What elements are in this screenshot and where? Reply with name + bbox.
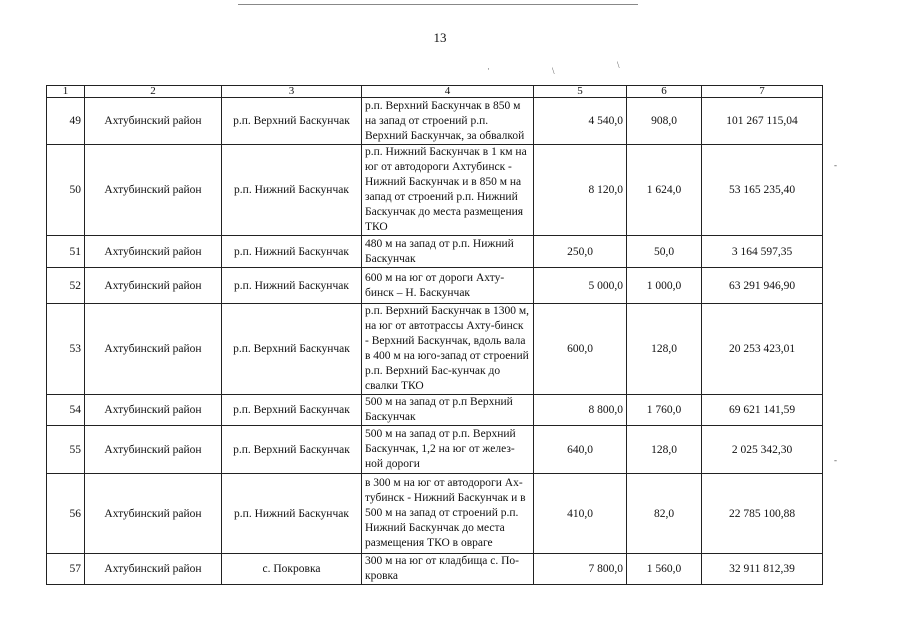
value-col5: 600,0 (534, 304, 627, 395)
value-col7: 69 621 141,59 (702, 395, 823, 426)
location-cell: 480 м на запад от р.п. Нижний Баскунчак (362, 236, 534, 268)
district-cell: Ахтубинский район (85, 304, 222, 395)
table-row (47, 554, 823, 585)
value-col6: 1 760,0 (627, 395, 702, 426)
value-col5: 8 120,0 (534, 145, 627, 236)
column-header: 7 (702, 86, 823, 98)
settlement-cell: р.п. Верхний Баскунчак (222, 395, 362, 426)
settlement-cell: р.п. Верхний Баскунчак (222, 426, 362, 474)
column-header: 3 (222, 86, 362, 98)
value-col5: 640,0 (534, 426, 627, 474)
value-col7: 22 785 100,88 (702, 474, 823, 554)
location-cell: р.п. Верхний Баскунчак в 1300 м, на юг от автотрассы Ахту-бинск - Верхний Баскунчак, вдоль вала в 400 м на юго-запад от строений р.п. Верхний Бас-кунчак до свалки ТКО (362, 304, 534, 395)
location-cell: 500 м на запад от р.п Верхний Баскунчак (362, 395, 534, 426)
value-col7: 32 911 812,39 (702, 554, 823, 585)
location-cell: р.п. Нижний Баскунчак в 1 км на юг от автодороги Ахтубинск - Нижний Баскунчак и в 850 м на запад от строений р.п. Нижний Баскунчак до места размещения ТКО (362, 145, 534, 236)
value-col5: 410,0 (534, 474, 627, 554)
column-header: 5 (534, 86, 627, 98)
value-col5: 5 000,0 (534, 268, 627, 304)
value-col7: 63 291 946,90 (702, 268, 823, 304)
settlement-cell: с. Покровка (222, 554, 362, 585)
settlement-cell: р.п. Нижний Баскунчак (222, 236, 362, 268)
scan-speck: \ (617, 60, 620, 70)
scan-speck: · (487, 64, 490, 74)
row-number: 51 (47, 236, 85, 268)
district-cell: Ахтубинский район (85, 474, 222, 554)
table-row (47, 395, 823, 426)
value-col6: 1 560,0 (627, 554, 702, 585)
value-col6: 1 000,0 (627, 268, 702, 304)
district-cell: Ахтубинский район (85, 395, 222, 426)
column-header: 1 (47, 86, 85, 98)
scan-speck: \ (552, 66, 555, 76)
value-col5: 7 800,0 (534, 554, 627, 585)
table-row (47, 98, 823, 145)
value-col6: 1 624,0 (627, 145, 702, 236)
row-number: 52 (47, 268, 85, 304)
row-number: 56 (47, 474, 85, 554)
value-col6: 50,0 (627, 236, 702, 268)
page-number: 13 (433, 30, 447, 45)
location-cell: 600 м на юг от дороги Ахту-бинск – Н. Баскунчак (362, 268, 534, 304)
location-cell: 500 м на запад от р.п. Верхний Баскунчак, 1,2 на юг от желез-ной дороги (362, 426, 534, 474)
column-number-row (47, 86, 823, 98)
value-col5: 4 540,0 (534, 98, 627, 145)
value-col7: 101 267 115,04 (702, 98, 823, 145)
table-row (47, 236, 823, 268)
value-col7: 2 025 342,30 (702, 426, 823, 474)
district-cell: Ахтубинский район (85, 268, 222, 304)
row-number: 53 (47, 304, 85, 395)
column-header: 6 (627, 86, 702, 98)
district-cell: Ахтубинский район (85, 145, 222, 236)
settlement-cell: р.п. Нижний Баскунчак (222, 268, 362, 304)
column-header: 2 (85, 86, 222, 98)
scan-speck: - (834, 455, 837, 465)
table-row (47, 474, 823, 554)
settlement-cell: р.п. Нижний Баскунчак (222, 474, 362, 554)
table-row (47, 145, 823, 236)
row-number: 54 (47, 395, 85, 426)
value-col6: 908,0 (627, 98, 702, 145)
settlement-cell: р.п. Нижний Баскунчак (222, 145, 362, 236)
row-number: 50 (47, 145, 85, 236)
location-cell: 300 м на юг от кладбища с. По-кровка (362, 554, 534, 585)
value-col7: 20 253 423,01 (702, 304, 823, 395)
row-number: 55 (47, 426, 85, 474)
scan-artifact-line (238, 4, 638, 5)
row-number: 57 (47, 554, 85, 585)
settlement-cell: р.п. Верхний Баскунчак (222, 98, 362, 145)
value-col5: 8 800,0 (534, 395, 627, 426)
district-cell: Ахтубинский район (85, 554, 222, 585)
table-row (47, 268, 823, 304)
district-cell: Ахтубинский район (85, 426, 222, 474)
location-cell: в 300 м на юг от автодороги Ах-тубинск - Нижний Баскунчак и в 500 м на запад от строений р.п. Нижний Баскунчак до места размещения ТКО в овраге (362, 474, 534, 554)
column-header: 4 (362, 86, 534, 98)
district-cell: Ахтубинский район (85, 98, 222, 145)
location-cell: р.п. Верхний Баскунчак в 850 м на запад от строений р.п. Верхний Баскунчак, за обвалкой (362, 98, 534, 145)
value-col7: 3 164 597,35 (702, 236, 823, 268)
value-col5: 250,0 (534, 236, 627, 268)
table-row (47, 426, 823, 474)
value-col7: 53 165 235,40 (702, 145, 823, 236)
row-number: 49 (47, 98, 85, 145)
settlement-cell: р.п. Верхний Баскунчак (222, 304, 362, 395)
register-table (46, 85, 823, 585)
value-col6: 128,0 (627, 426, 702, 474)
value-col6: 128,0 (627, 304, 702, 395)
table-row (47, 304, 823, 395)
scan-speck: - (834, 160, 837, 170)
district-cell: Ахтубинский район (85, 236, 222, 268)
value-col6: 82,0 (627, 474, 702, 554)
